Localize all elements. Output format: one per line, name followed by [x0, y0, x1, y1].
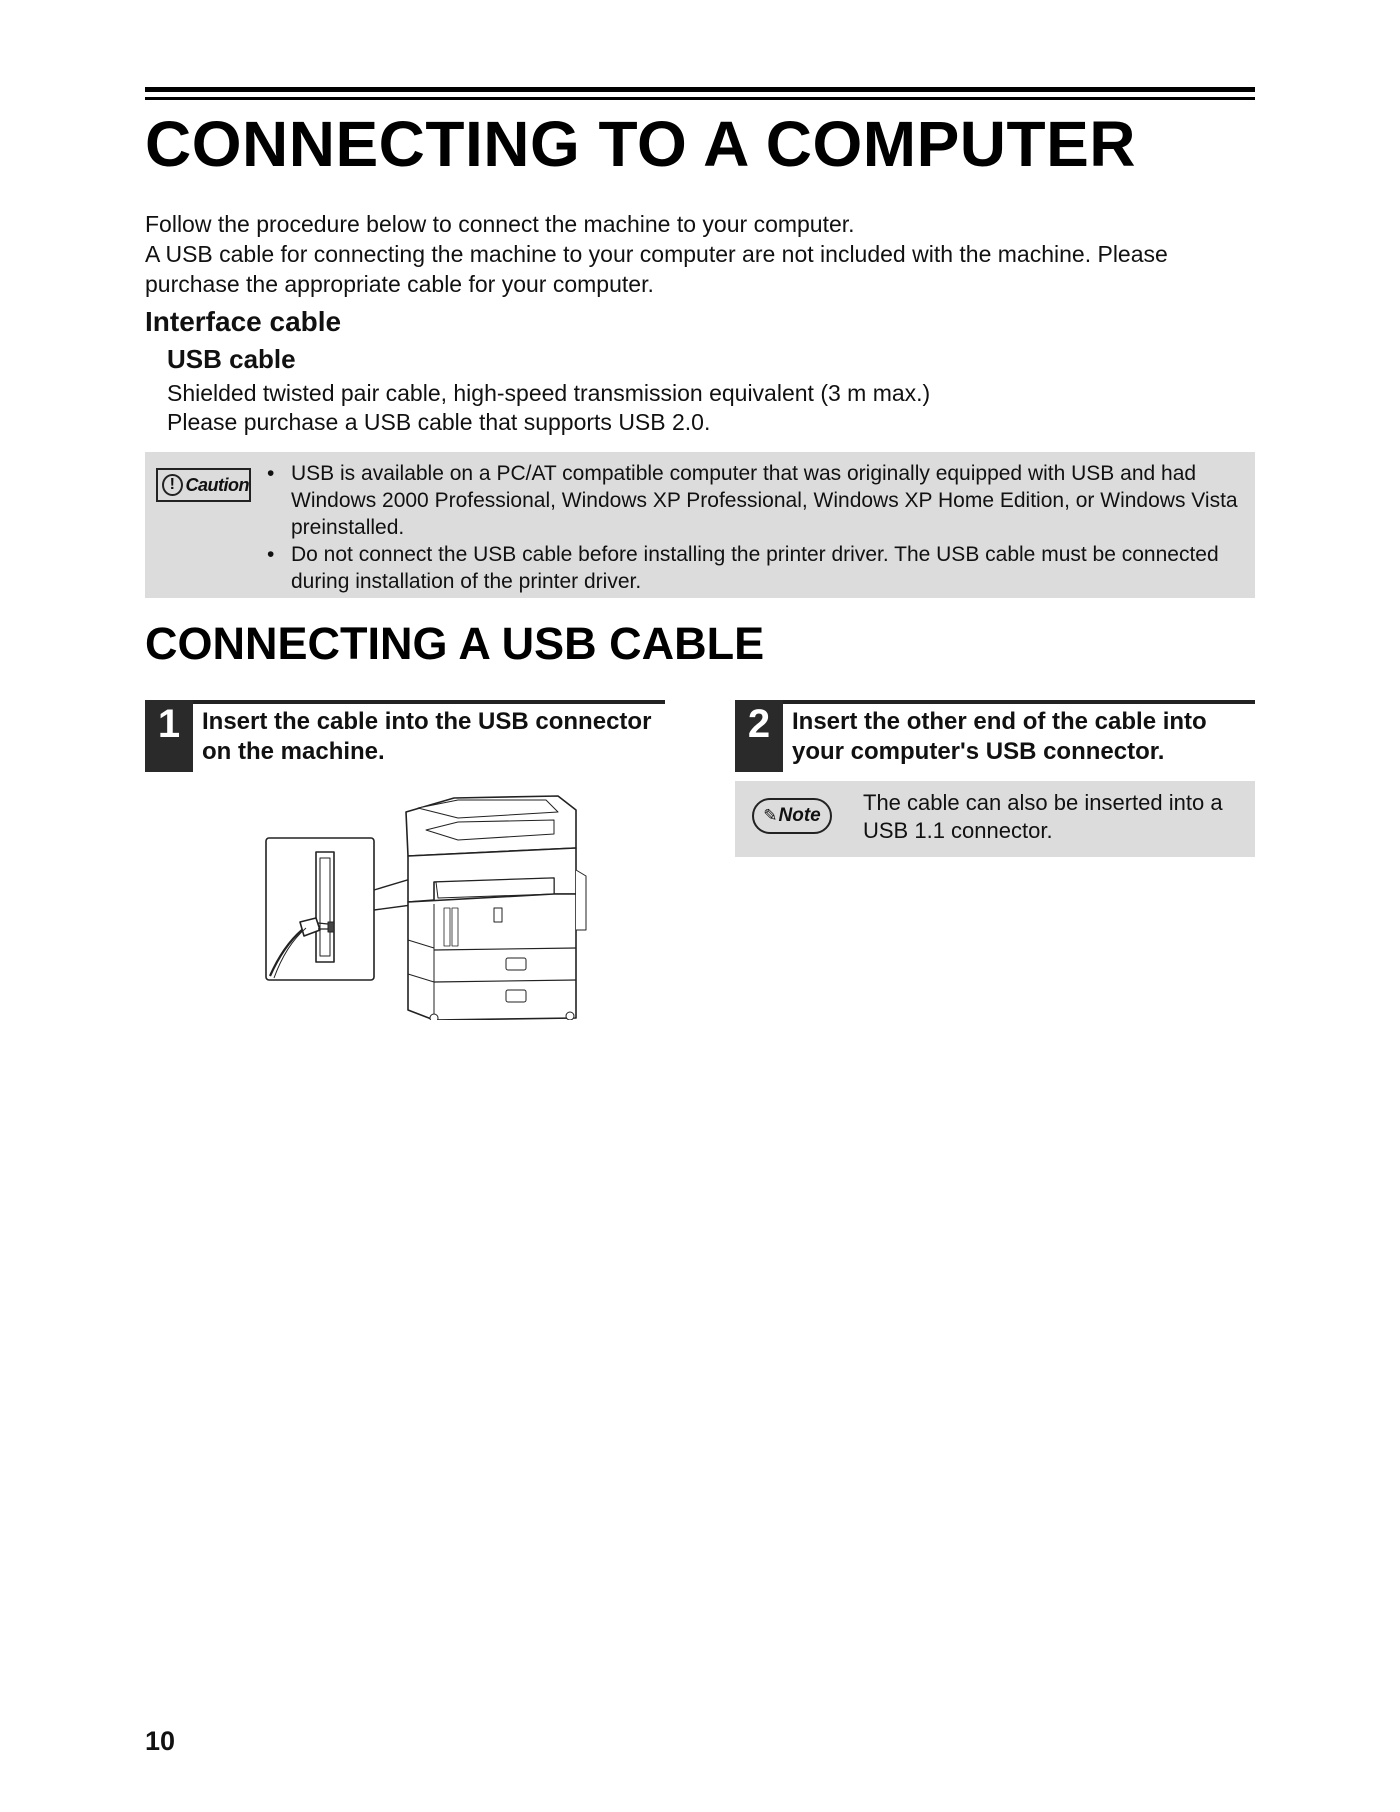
note-label: Note	[778, 805, 821, 826]
top-rule-thick	[145, 87, 1255, 92]
usb-spec-line-2: Please purchase a USB cable that supports USB 2.0.	[167, 409, 711, 435]
step-2-line-1: Insert the other end of the cable into	[792, 708, 1207, 735]
note-text	[863, 789, 1243, 845]
note-line-1: The cable can also be inserted into a	[863, 790, 1223, 815]
top-rule-thin	[145, 97, 1255, 100]
usb-port	[328, 922, 334, 932]
caution-bullet-1: • USB is available on a PC/AT compatible computer that was originally equipped with USB and had Windows 2000 Professional, Windows XP Professional, Windows XP Home Edition, or Windows Vista preinstalled.	[265, 460, 1245, 541]
caution-badge	[156, 468, 251, 502]
caution-list	[265, 460, 1245, 595]
page-number: 10	[145, 1726, 176, 1756]
intro-line-1: Follow the procedure below to connect the machine to your computer.	[145, 211, 855, 237]
pencil-icon: ✎	[763, 806, 778, 825]
usb-spec-line-1: Shielded twisted pair cable, high-speed transmission equivalent (3 m max.)	[167, 380, 931, 406]
step-2-rule	[735, 700, 1255, 704]
exclamation-icon: !	[162, 474, 183, 496]
step-1-text	[202, 707, 662, 767]
step-2-text	[792, 707, 1252, 767]
step-2-line-2: your computer's USB connector.	[792, 738, 1165, 765]
caution-bullet-2: • Do not connect the USB cable before installing the printer driver. The USB cable must be connected during installation of the printer driver.	[265, 541, 1245, 595]
caution-label: Caution	[185, 474, 249, 495]
caution-box	[145, 452, 1255, 598]
step-2-number: 2	[735, 700, 783, 772]
intro-line-2: A USB cable for connecting the machine to your computer are not included with the machine. Please	[145, 241, 1168, 267]
connecting-usb-heading: CONNECTING A USB CABLE	[145, 618, 765, 669]
note-badge	[752, 798, 832, 834]
machine-usb-illustration	[258, 790, 618, 1020]
usb-cable-subheading: USB cable	[167, 344, 296, 374]
copier-machine	[406, 796, 586, 1020]
step-1-rule	[145, 700, 665, 704]
note-box	[735, 781, 1255, 857]
intro-line-3: purchase the appropriate cable for your computer.	[145, 271, 654, 297]
step-1-line-2: on the machine.	[202, 738, 385, 765]
page-title: CONNECTING TO A COMPUTER	[145, 108, 1136, 180]
note-line-2: USB 1.1 connector.	[863, 818, 1053, 843]
step-1-line-1: Insert the cable into the USB connector	[202, 708, 652, 735]
interface-cable-heading: Interface cable	[145, 306, 342, 337]
step-1-number: 1	[145, 700, 193, 772]
